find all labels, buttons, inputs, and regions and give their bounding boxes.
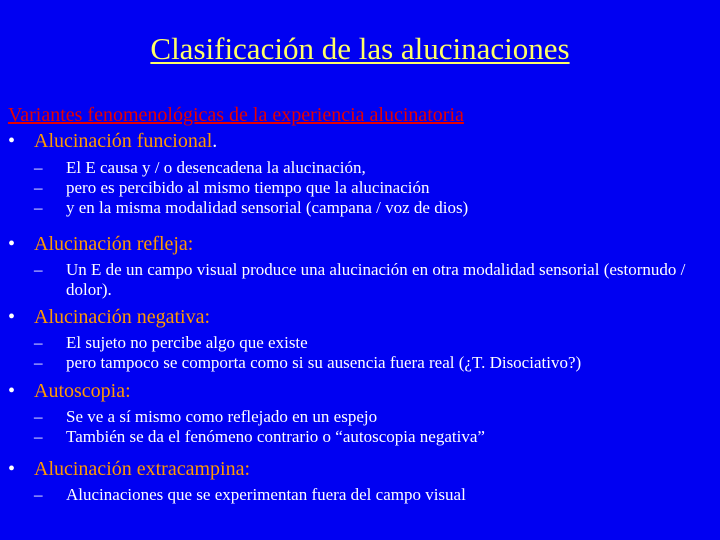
list-item [34,353,712,373]
list-item-text: pero tampoco se comporta como si su ausencia fuera real (¿T. Disociativo?) [66,353,582,372]
list-item-text: El sujeto no percibe algo que existe [66,333,308,352]
section-heading-line [8,231,712,257]
dash-icon: – [34,260,43,279]
dash-icon: – [34,353,43,372]
bullet-icon: • [8,458,16,480]
section-negativa [8,304,712,373]
section-heading: Alucinación extracampina: [34,458,251,480]
list-item-text: También se da el fenómeno contrario o “autoscopia negativa” [66,427,485,446]
list-item [34,178,712,198]
sub-list [8,158,712,218]
section-heading [34,128,217,154]
sub-list [8,333,712,373]
section-heading: Alucinación refleja: [34,233,194,255]
list-item-text: pero es percibido al mismo tiempo que la alucinación [66,178,430,197]
slide-title: Clasificación de las alucinaciones [150,31,570,66]
list-item-text: El E causa y / o desencadena la alucinación, [66,158,366,177]
section-funcional [8,128,712,218]
bullet-icon: • [8,233,16,255]
dash-icon: – [34,198,43,217]
sub-list [8,260,712,300]
dash-icon: – [34,427,43,446]
list-item [34,485,712,505]
list-item [34,198,712,218]
section-extracampina [8,456,712,505]
bullet-icon: • [8,380,16,402]
sub-list [8,485,712,505]
section-heading: Autoscopia: [34,380,131,402]
section-heading-line [8,456,712,482]
section-heading-suffix: . [212,130,218,152]
section-heading-text: Alucinación funcional [34,130,213,152]
bullet-icon: • [8,130,16,152]
dash-icon: – [34,333,43,352]
list-item [34,260,712,300]
dash-icon: – [34,158,43,177]
list-item-text: Se ve a sí mismo como reflejado en un espejo [66,407,378,426]
section-autoscopia [8,378,712,447]
section-heading-line [8,378,712,404]
list-item-text: y en la misma modalidad sensorial (campana / voz de dios) [66,198,469,217]
section-heading-line [8,128,712,154]
list-item [34,158,712,178]
dash-icon: – [34,407,43,426]
sub-list [8,407,712,447]
list-item [34,407,712,427]
section-refleja [8,231,712,300]
section-heading-line [8,304,712,330]
list-item-text: Un E de un campo visual produce una alucinación en otra modalidad sensorial (estornudo / dolor). [66,260,686,299]
bullet-icon: • [8,306,16,328]
list-item-text: Alucinaciones que se experimentan fuera del campo visual [66,485,466,504]
list-item [34,333,712,353]
slide-subtitle: Variantes fenomenológicas de la experiencia alucinatoria [8,104,464,126]
section-heading: Alucinación negativa: [34,306,211,328]
dash-icon: – [34,485,43,504]
list-item [34,427,712,447]
dash-icon: – [34,178,43,197]
